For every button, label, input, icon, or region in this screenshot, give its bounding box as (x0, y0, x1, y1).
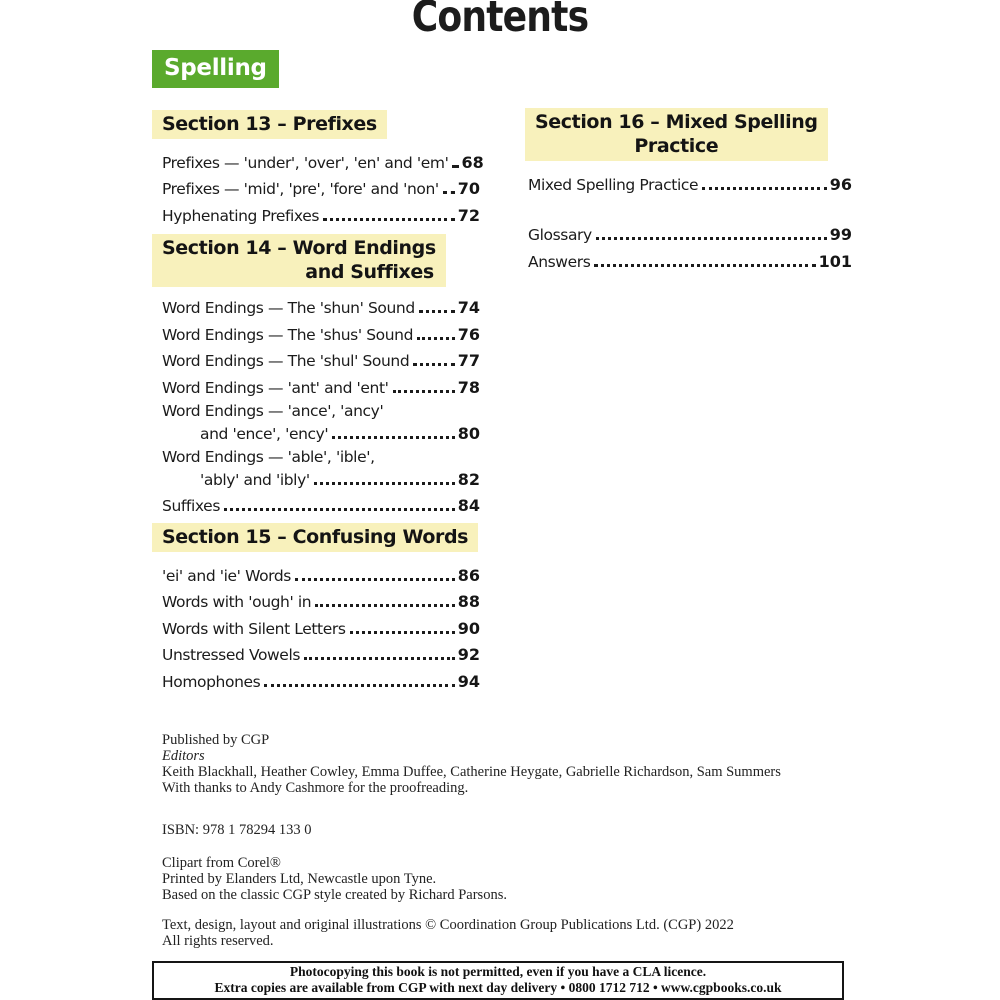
thanks-line: With thanks to Andy Cashmore for the proofreading. (162, 780, 469, 796)
toc-entry-page: 70 (457, 179, 480, 198)
rights-line: All rights reserved. (162, 933, 274, 949)
photocopy-notice-box (152, 961, 844, 1000)
editors-names: Keith Blackhall, Heather Cowley, Emma Duffee, Catherine Heygate, Gabrielle Richardson, Sam Summers (162, 764, 781, 780)
toc-entry-page: 77 (457, 351, 480, 370)
copyright-line: Text, design, layout and original illustrations © Coordination Group Publications Ltd. (CGP) 2022 (162, 917, 734, 933)
toc-entry (162, 489, 480, 516)
toc-entry-label: Prefixes — 'under', 'over', 'en' and 'em' (162, 153, 449, 172)
toc-right-column (525, 108, 852, 271)
isbn-line: ISBN: 978 1 78294 133 0 (162, 822, 312, 838)
section-14-heading-line1: Section 14 – Word Endings (162, 236, 436, 259)
toc-entry-label: 'ei' and 'ie' Words (162, 566, 291, 585)
section-15-entries (162, 558, 480, 691)
photocopy-notice-line2: Extra copies are available from CGP with next day delivery • 0800 1712 712 • www.cgpbooks.co.uk (214, 980, 782, 995)
dot-leader (702, 187, 827, 190)
section-14-heading-line2: and Suffixes (305, 260, 434, 283)
toc-entry-label: Suffixes (162, 497, 220, 515)
colophon (162, 732, 862, 949)
toc-entry-page: 88 (457, 592, 480, 611)
published-by-line: Published by CGP (162, 732, 270, 748)
toc-entry (162, 370, 480, 397)
dot-leader (323, 218, 455, 221)
section-14-heading (152, 234, 446, 287)
toc-entry (162, 344, 480, 371)
toc-entry (162, 638, 480, 665)
dot-leader (393, 390, 455, 393)
dot-leader (443, 191, 455, 194)
section-16-entries (528, 167, 852, 194)
section-15-heading: Section 15 – Confusing Words (152, 523, 478, 552)
dot-leader (314, 482, 455, 485)
toc-entry-label: Word Endings — 'able', 'ible', (162, 447, 375, 466)
toc-entry-page: 78 (457, 377, 480, 397)
toc-entry-page: 74 (457, 298, 480, 317)
toc-entry-twoline (162, 397, 480, 443)
dot-leader (594, 264, 815, 267)
toc-entry-page: 90 (457, 618, 480, 638)
toc-entry-label-continuation: 'ably' and 'ibly' (200, 470, 310, 489)
toc-entry-label: Hyphenating Prefixes (162, 206, 320, 225)
photocopy-notice-line1: Photocopying this book is not permitted, even if you have a CLA licence. (289, 964, 707, 979)
toc-entry-label: Answers (528, 252, 591, 271)
dot-leader (295, 578, 455, 581)
toc-entry-page: 96 (829, 174, 852, 194)
toc-left-column (152, 110, 484, 691)
toc-entry-page: 99 (829, 225, 852, 244)
section-16-heading-line1: Section 16 – Mixed Spelling (535, 111, 818, 133)
toc-entry (162, 664, 480, 691)
toc-entry (162, 198, 480, 225)
toc-entry-label: Word Endings — 'ance', 'ancy' (162, 401, 384, 420)
dot-leader (315, 604, 455, 607)
spelling-category-badge: Spelling (152, 50, 279, 88)
toc-entry-page: 82 (457, 469, 480, 489)
dot-leader (304, 657, 455, 660)
toc-entry-label: Word Endings — 'ant' and 'ent' (162, 378, 389, 397)
toc-entry (528, 167, 852, 194)
dot-leader (419, 310, 455, 313)
toc-entry-page: 80 (457, 423, 480, 443)
toc-entry-page: 101 (818, 251, 852, 271)
page-title: Contents (411, 0, 589, 42)
toc-entry-label: Word Endings — The 'shus' Sound (162, 325, 414, 344)
toc-entry (162, 172, 480, 199)
section-13-entries (162, 145, 484, 225)
toc-entry-label: Prefixes — 'mid', 'pre', 'fore' and 'non' (162, 180, 439, 198)
toc-entry (162, 611, 480, 638)
toc-entry (162, 317, 480, 344)
toc-entry-label: Homophones (162, 672, 261, 691)
toc-entry (162, 585, 480, 612)
toc-entry-label: Glossary (528, 226, 592, 244)
end-matter-entries (528, 218, 852, 271)
dot-leader (452, 165, 458, 168)
toc-entry-page: 76 (457, 324, 480, 344)
section-16-heading-line2: Practice (634, 135, 719, 157)
toc-entry-label: Word Endings — The 'shun' Sound (162, 299, 415, 317)
printed-line: Printed by Elanders Ltd, Newcastle upon Tyne. (162, 871, 437, 887)
dot-leader (332, 436, 454, 439)
dot-leader (350, 631, 455, 634)
dot-leader (596, 237, 827, 240)
dot-leader (264, 684, 454, 687)
toc-entry-label: Words with 'ough' in (162, 593, 312, 611)
dot-leader (413, 363, 454, 366)
toc-entry-page: 92 (457, 645, 480, 664)
dot-leader (224, 508, 455, 511)
clipart-line: Clipart from Corel® (162, 855, 281, 871)
toc-entry-page: 94 (457, 671, 480, 691)
toc-entry-label: Words with Silent Letters (162, 619, 346, 638)
toc-entry-twoline (162, 443, 480, 489)
toc-entry (162, 558, 480, 585)
toc-entry-page: 68 (461, 152, 484, 172)
toc-entry-answers (528, 244, 852, 271)
toc-entry-glossary (528, 218, 852, 245)
toc-entry-label: Mixed Spelling Practice (528, 175, 699, 194)
section-13-heading: Section 13 – Prefixes (152, 110, 387, 139)
editors-label: Editors (162, 748, 205, 764)
toc-entry (162, 291, 480, 318)
toc-entry (162, 145, 484, 172)
dot-leader (417, 337, 455, 340)
toc-entry-label-continuation: and 'ence', 'ency' (200, 424, 329, 443)
toc-entry-label: Unstressed Vowels (162, 646, 301, 664)
based-on-line: Based on the classic CGP style created by Richard Parsons. (162, 887, 507, 903)
toc-entry-page: 86 (457, 565, 480, 585)
section-16-heading (525, 108, 828, 161)
section-14-entries (162, 291, 480, 516)
toc-entry-page: 72 (457, 205, 480, 225)
toc-entry-label: Word Endings — The 'shul' Sound (162, 352, 410, 370)
toc-entry-page: 84 (457, 496, 480, 515)
